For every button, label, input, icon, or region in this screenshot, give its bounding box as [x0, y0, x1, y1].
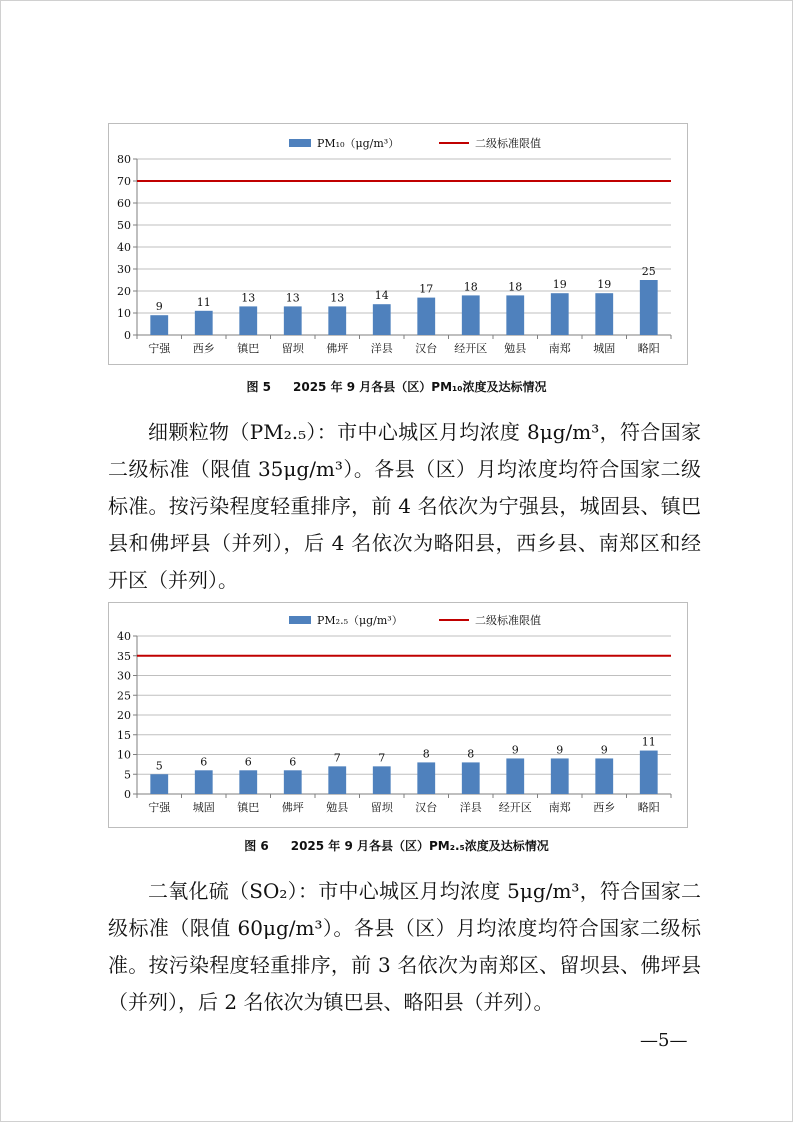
y-tick-label: 30 [117, 669, 131, 683]
x-tick-label: 宁强 [148, 801, 171, 814]
data-label: 25 [641, 265, 656, 278]
x-tick-label: 汉台 [415, 801, 438, 814]
bar [239, 770, 257, 794]
bar [195, 770, 213, 794]
legend-series-label: PM₂.₅（μg/m³） [317, 614, 403, 627]
bar [284, 770, 302, 794]
bar [551, 758, 569, 794]
y-tick-label: 0 [124, 788, 131, 801]
data-label: 7 [378, 751, 386, 765]
y-tick-label: 30 [117, 263, 131, 276]
y-tick-label: 20 [117, 285, 131, 298]
data-label: 13 [285, 291, 300, 305]
y-tick-label: 10 [117, 307, 131, 320]
pm10-chart-svg [109, 124, 687, 364]
x-tick-label: 留坝 [281, 342, 304, 355]
x-tick-label: 勉县 [504, 342, 527, 355]
bar [284, 306, 302, 335]
data-label: 6 [289, 755, 297, 769]
x-tick-label: 南郑 [548, 342, 571, 355]
figure5-title: 2025 年 9 月各县（区）PM₁₀浓度及达标情况 [293, 380, 547, 394]
bar [551, 293, 569, 335]
figure5-label: 图 5 [246, 380, 271, 394]
x-tick-label: 勉县 [326, 801, 349, 814]
x-tick-label: 城固 [593, 342, 616, 355]
y-tick-label: 20 [117, 709, 131, 722]
data-label: 18 [508, 280, 523, 294]
figure6-caption [0, 837, 793, 854]
data-label: 9 [556, 743, 564, 757]
bar [640, 751, 658, 794]
x-tick-label: 经开区 [498, 801, 532, 814]
x-tick-label: 汉台 [415, 342, 438, 355]
legend-series-label: PM₁₀（μg/m³） [317, 137, 400, 150]
bar [506, 758, 524, 794]
bar [506, 295, 524, 335]
bar [328, 766, 346, 794]
y-tick-label: 50 [117, 219, 131, 232]
figure6-label: 图 6 [244, 839, 269, 853]
legend-bar-swatch [289, 616, 311, 624]
x-tick-label: 佛坪 [281, 801, 304, 814]
pm25-chart [108, 602, 688, 828]
data-label: 8 [422, 747, 430, 761]
bar [150, 774, 168, 794]
y-tick-label: 0 [124, 329, 131, 342]
legend-limit-label: 二级标准限值 [475, 614, 541, 627]
data-label: 5 [155, 759, 163, 773]
data-label: 11 [641, 735, 656, 749]
bar [417, 762, 435, 794]
bar [595, 758, 613, 794]
data-label: 13 [241, 291, 256, 305]
data-label: 9 [155, 300, 163, 314]
data-label: 6 [244, 755, 252, 769]
data-label: 19 [552, 278, 567, 292]
chart-legend [289, 136, 541, 150]
data-label: 14 [374, 289, 389, 303]
x-tick-label: 镇巴 [237, 342, 260, 355]
y-tick-label: 25 [117, 689, 131, 703]
data-label: 18 [463, 280, 478, 294]
x-tick-label: 宁强 [148, 342, 171, 355]
pm25-paragraph-block [108, 414, 701, 599]
pm25-chart-svg [109, 603, 687, 827]
so2-paragraph: 二氧化硫（SO₂）：市中心城区月均浓度 5μg/m³，符合国家二级标准（限值 60μg/m³）。各县（区）月均浓度均符合国家二级标准。按污染程度轻重排序，前 3 名依次为南郑区、留坝县、佛坪县（并列），后 2 名依次为镇巴县、略阳县（并列）。 [108, 879, 701, 1014]
pm10-chart [108, 123, 688, 365]
y-tick-label: 5 [124, 768, 131, 782]
x-tick-label: 城固 [192, 801, 215, 814]
data-label: 8 [467, 747, 475, 761]
y-tick-label: 70 [117, 175, 131, 188]
y-tick-label: 80 [117, 153, 131, 166]
bar [150, 315, 168, 335]
x-tick-label: 西乡 [192, 342, 215, 355]
bar [595, 293, 613, 335]
bar [640, 280, 658, 335]
x-tick-label: 西乡 [593, 801, 616, 814]
x-tick-label: 佛坪 [326, 342, 349, 355]
bar [373, 766, 391, 794]
x-tick-label: 洋县 [370, 342, 393, 355]
y-tick-label: 40 [117, 630, 131, 643]
data-label: 6 [200, 755, 208, 769]
x-tick-label: 镇巴 [237, 801, 260, 814]
page-number: —5— [640, 1030, 688, 1051]
data-label: 7 [333, 751, 341, 765]
bar [195, 311, 213, 335]
bar [462, 762, 480, 794]
bar [417, 298, 435, 335]
y-tick-label: 15 [117, 728, 131, 742]
pm25-paragraph: 细颗粒物（PM₂.₅）：市中心城区月均浓度 8μg/m³，符合国家二级标准（限值 35μg/m³）。各县（区）月均浓度均符合国家二级标准。按污染程度轻重排序，前 4 名依次为宁强县，城固县、镇巴县和佛坪县（并列），后 4 名依次为略阳县，西乡县、南郑区和经开区（并列）。 [108, 420, 701, 592]
bar [462, 295, 480, 335]
bar [239, 306, 257, 335]
data-label: 19 [597, 278, 612, 292]
y-tick-label: 10 [117, 748, 131, 762]
data-label: 9 [600, 743, 608, 757]
x-tick-label: 洋县 [459, 801, 482, 814]
bar [373, 304, 391, 335]
y-tick-label: 40 [117, 241, 131, 254]
chart-legend [289, 613, 541, 627]
data-label: 11 [196, 295, 211, 309]
y-tick-label: 60 [117, 197, 131, 210]
legend-limit-label: 二级标准限值 [475, 137, 541, 150]
x-tick-label: 略阳 [637, 801, 660, 814]
y-tick-label: 35 [117, 649, 131, 663]
data-label: 17 [419, 282, 434, 296]
bar [328, 306, 346, 335]
x-tick-label: 南郑 [548, 801, 571, 814]
so2-paragraph-block [108, 873, 701, 1021]
figure5-caption [0, 378, 793, 395]
x-tick-label: 经开区 [454, 342, 488, 355]
x-tick-label: 留坝 [370, 801, 393, 814]
data-label: 13 [330, 291, 345, 305]
x-tick-label: 略阳 [637, 342, 660, 355]
legend-bar-swatch [289, 139, 311, 147]
figure6-title: 2025 年 9 月各县（区）PM₂.₅浓度及达标情况 [290, 839, 549, 853]
data-label: 9 [511, 743, 519, 757]
